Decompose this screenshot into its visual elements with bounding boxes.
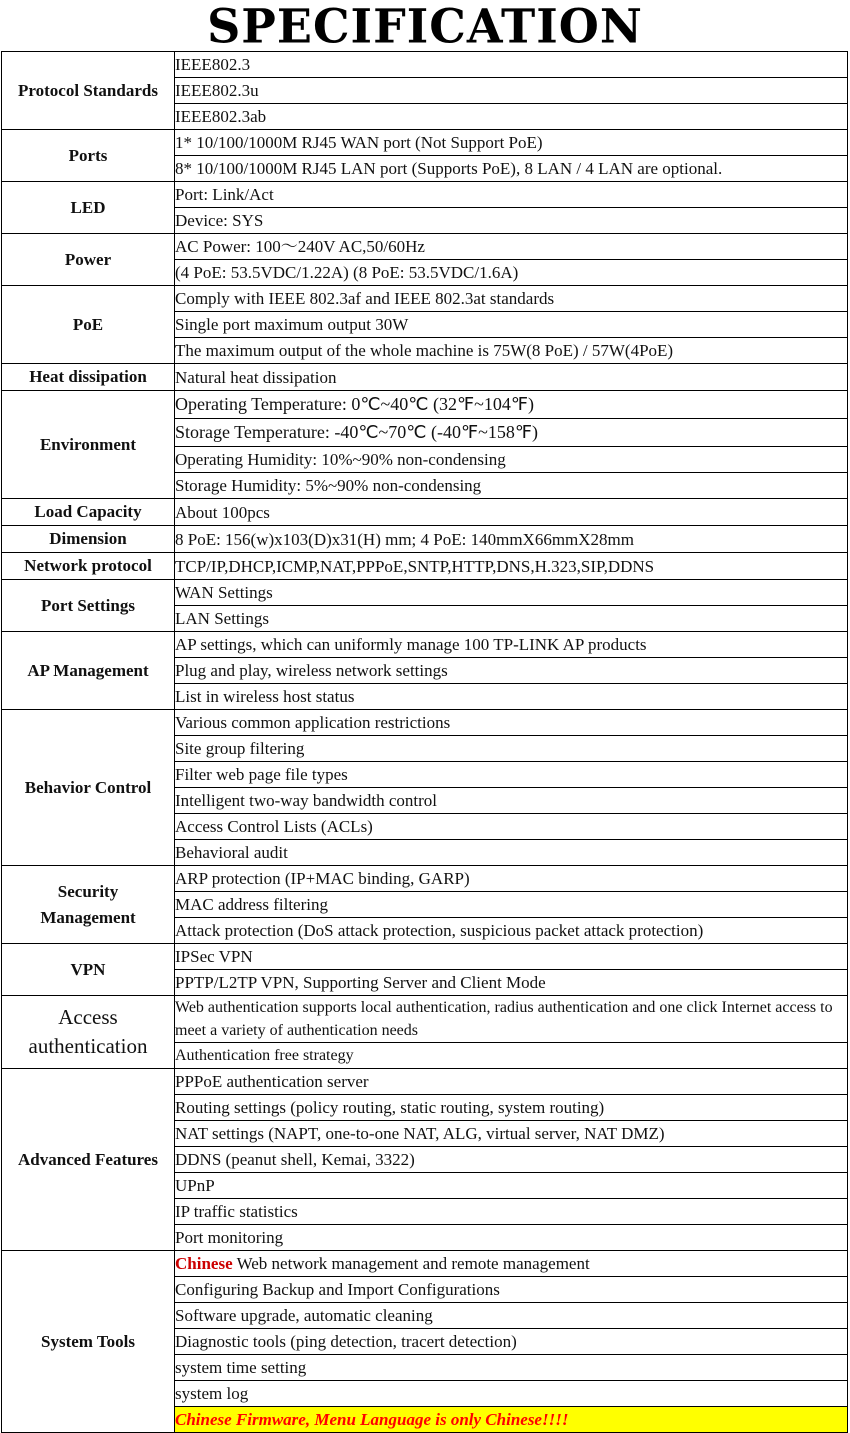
spec-value: Filter web page file types (175, 762, 848, 788)
category-environment: Environment (2, 391, 175, 499)
spec-value: Storage Humidity: 5%~90% non-condensing (175, 473, 848, 499)
category-led: LED (2, 182, 175, 234)
spec-value: Attack protection (DoS attack protection, suspicious packet attack protection) (175, 918, 848, 944)
table-row (2, 182, 848, 208)
spec-value: system log (175, 1381, 848, 1407)
spec-value: Site group filtering (175, 736, 848, 762)
page-title: SPECIFICATION (207, 0, 643, 54)
category-ports: Ports (2, 130, 175, 182)
spec-value: About 100pcs (175, 499, 848, 526)
spec-value: AP settings, which can uniformly manage 100 TP-LINK AP products (175, 632, 848, 658)
spec-value: Configuring Backup and Import Configurations (175, 1277, 848, 1303)
spec-value: Port: Link/Act (175, 182, 848, 208)
spec-value: Diagnostic tools (ping detection, tracert detection) (175, 1329, 848, 1355)
spec-value: system time setting (175, 1355, 848, 1381)
spec-value: IEEE802.3u (175, 78, 848, 104)
spec-value: 8 PoE: 156(w)x103(D)x31(H) mm; 4 PoE: 140mmX66mmX28mm (175, 526, 848, 553)
table-row (2, 944, 848, 970)
spec-value: (4 PoE: 53.5VDC/1.22A) (8 PoE: 53.5VDC/1.6A) (175, 260, 848, 286)
spec-value: Single port maximum output 30W (175, 312, 848, 338)
spec-value: List in wireless host status (175, 684, 848, 710)
category-poe: PoE (2, 286, 175, 364)
table-row (2, 996, 848, 1043)
table-row (2, 1069, 848, 1095)
spec-value: NAT settings (NAPT, one-to-one NAT, ALG, virtual server, NAT DMZ) (175, 1121, 848, 1147)
spec-value: UPnP (175, 1173, 848, 1199)
category-system-tools: System Tools (2, 1251, 175, 1433)
spec-value-text: Web network management and remote management (232, 1254, 590, 1273)
spec-value: Behavioral audit (175, 840, 848, 866)
category-network-protocol: Network protocol (2, 553, 175, 580)
spec-value: AC Power: 100～240V AC,50/60Hz (175, 234, 848, 260)
table-row (2, 52, 848, 78)
spec-value: Natural heat dissipation (175, 364, 848, 391)
category-load-capacity: Load Capacity (2, 499, 175, 526)
spec-value: IP traffic statistics (175, 1199, 848, 1225)
spec-value: 1* 10/100/1000M RJ45 WAN port (Not Support PoE) (175, 130, 848, 156)
spec-value: TCP/IP,DHCP,ICMP,NAT,PPPoE,SNTP,HTTP,DNS,H.323,SIP,DDNS (175, 553, 848, 580)
category-behavior-control: Behavior Control (2, 710, 175, 866)
highlight-chinese: Chinese (175, 1254, 233, 1273)
spec-value (175, 1251, 848, 1277)
category-label-line: Access (58, 1005, 118, 1029)
category-heat-dissipation: Heat dissipation (2, 364, 175, 391)
table-row (2, 364, 848, 391)
table-row (2, 234, 848, 260)
category-protocol-standards: Protocol Standards (2, 52, 175, 130)
spec-value: IEEE802.3ab (175, 104, 848, 130)
table-row (2, 866, 848, 892)
table-row (2, 499, 848, 526)
spec-value: DDNS (peanut shell, Kemai, 3322) (175, 1147, 848, 1173)
spec-value: PPTP/L2TP VPN, Supporting Server and Client Mode (175, 970, 848, 996)
spec-value: IPSec VPN (175, 944, 848, 970)
spec-value: Software upgrade, automatic cleaning (175, 1303, 848, 1329)
spec-value: Comply with IEEE 802.3af and IEEE 802.3at standards (175, 286, 848, 312)
spec-value: 8* 10/100/1000M RJ45 LAN port (Supports PoE), 8 LAN / 4 LAN are optional. (175, 156, 848, 182)
table-row (2, 130, 848, 156)
spec-value: Storage Temperature: -40℃~70℃ (-40℉~158℉) (175, 419, 848, 447)
spec-value: Routing settings (policy routing, static routing, system routing) (175, 1095, 848, 1121)
table-row (2, 286, 848, 312)
category-dimension: Dimension (2, 526, 175, 553)
firmware-warning-text: Chinese Firmware, Menu Language is only Chinese!!!! (175, 1410, 569, 1429)
spec-value: Port monitoring (175, 1225, 848, 1251)
table-row (2, 526, 848, 553)
spec-value: Operating Humidity: 10%~90% non-condensing (175, 447, 848, 473)
spec-value: Plug and play, wireless network settings (175, 658, 848, 684)
spec-value: Intelligent two-way bandwidth control (175, 788, 848, 814)
spec-value: PPPoE authentication server (175, 1069, 848, 1095)
table-row (2, 391, 848, 419)
spec-table (1, 51, 848, 1433)
category-label-line: authentication (28, 1034, 148, 1058)
category-ap-management: AP Management (2, 632, 175, 710)
table-row (2, 710, 848, 736)
spec-value: The maximum output of the whole machine is 75W(8 PoE) / 57W(4PoE) (175, 338, 848, 364)
category-security-management (2, 866, 175, 944)
spec-value: MAC address filtering (175, 892, 848, 918)
spec-value: Web authentication supports local authentication, radius authentication and one click Internet access to meet a variety of authentication needs (175, 996, 848, 1043)
category-label-line: Management (40, 907, 136, 927)
spec-value: ARP protection (IP+MAC binding, GARP) (175, 866, 848, 892)
table-row (2, 632, 848, 658)
spec-value: IEEE802.3 (175, 52, 848, 78)
spec-value: Operating Temperature: 0℃~40℃ (32℉~104℉) (175, 391, 848, 419)
table-row (2, 553, 848, 580)
spec-value: LAN Settings (175, 606, 848, 632)
category-advanced-features: Advanced Features (2, 1069, 175, 1251)
table-row (2, 580, 848, 606)
spec-value: Access Control Lists (ACLs) (175, 814, 848, 840)
category-label-line: Security (57, 881, 119, 901)
spec-value: WAN Settings (175, 580, 848, 606)
spec-value: Authentication free strategy (175, 1043, 848, 1069)
spec-value: Various common application restrictions (175, 710, 848, 736)
table-row (2, 1251, 848, 1277)
category-vpn: VPN (2, 944, 175, 996)
category-power: Power (2, 234, 175, 286)
category-access-authentication (2, 996, 175, 1069)
spec-value: Device: SYS (175, 208, 848, 234)
category-port-settings: Port Settings (2, 580, 175, 632)
